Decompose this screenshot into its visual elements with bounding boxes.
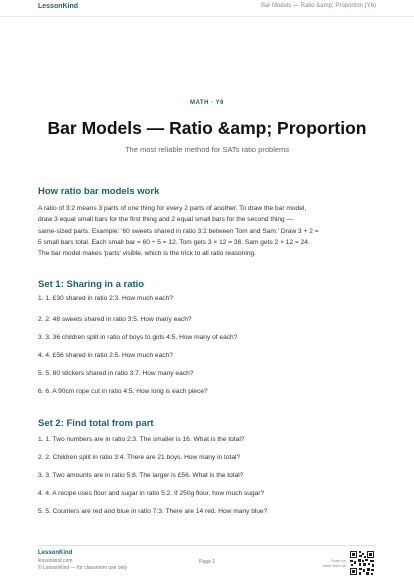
brand-logo-text: LessonKind bbox=[38, 3, 79, 10]
intro-paragraph bbox=[38, 203, 378, 259]
question-item: 2. 2. Children split in ratio 3:4. There are 21 boys. How many in total? bbox=[38, 454, 241, 461]
scan-caption-line: more from us bbox=[322, 563, 346, 568]
intro-line: The bar model makes 'parts' visible, which is the trick to all ratio reasoning. bbox=[38, 250, 257, 258]
question-item: 1. 1. £30 shared in ratio 2:3. How much each? bbox=[38, 295, 173, 302]
question-item: 5. 5. 80 stickers shared in ratio 3:7. How many each? bbox=[38, 370, 194, 377]
question-item: 5. 5. Counters are red and blue in ratio 7:3. There are 14 red. How many blue? bbox=[38, 508, 268, 515]
footer-site-link[interactable]: lessonkind.com bbox=[38, 558, 73, 564]
section-heading-set2: Set 2: Find total from part bbox=[38, 418, 154, 429]
question-item: 3. 3. Two amounts are in ratio 5:8. The larger is £56. What is the total? bbox=[38, 472, 244, 479]
page-title: Bar Models — Ratio &amp; Proportion bbox=[47, 118, 367, 138]
document-header-title: Bar Models — Ratio &amp; Proportion (Y6) bbox=[260, 3, 376, 9]
page-subtitle: The most reliable method for SATs ratio problems bbox=[124, 145, 290, 154]
intro-line: 5 small bars total. Each small bar = 60 ÷ 5 = 12. Tom gets 3 × 12 = 36. Sam gets 2 × 12 = 24. bbox=[38, 238, 310, 246]
intro-line: same-sized parts. Example: '60 sweets shared in ratio 3:2 between Tom and Sam.' Draw 3 + 2 = bbox=[38, 227, 319, 235]
section-heading-set1: Set 1: Sharing in a ratio bbox=[38, 279, 145, 290]
page-number: Page 1 bbox=[199, 559, 215, 565]
intro-line: A ratio of 3:2 means 3 parts of one thing for every 2 parts of another. To draw the bar model, bbox=[38, 205, 307, 212]
scan-caption bbox=[312, 558, 346, 568]
footer-brand: LessonKind bbox=[38, 550, 73, 556]
scan-caption-line: Scan for bbox=[331, 558, 346, 563]
question-item: 3. 3. 36 children split in ratio of boys to girls 4:5. How many of each? bbox=[38, 334, 238, 341]
question-item: 1. 1. Two numbers are in ratio 2:3. The smaller is 16. What is the total? bbox=[38, 436, 245, 443]
question-item: 2. 2. 48 sweets shared in ratio 3:5. How many each? bbox=[38, 316, 192, 323]
question-item: 6. 6. A 90cm rope cut in ratio 4:5. How long is each piece? bbox=[38, 388, 208, 395]
question-item: 4. 4. A recipe uses flour and sugar in ratio 5:2. If 250g flour, how much sugar? bbox=[38, 490, 265, 497]
footer-divider bbox=[38, 545, 376, 546]
qr-code-icon[interactable] bbox=[349, 550, 375, 576]
footer-copyright: © LessonKind — for classroom use only bbox=[38, 565, 128, 571]
intro-line: draw 3 equal small bars for the first thing and 2 equal small bars for the second thing — bbox=[38, 216, 294, 224]
subject-label: MATH · Y6 bbox=[190, 100, 224, 106]
top-bar bbox=[0, 0, 414, 17]
section-heading-intro: How ratio bar models work bbox=[38, 186, 160, 197]
question-item: 4. 4. £56 shared in ratio 2:5. How much each? bbox=[38, 352, 173, 359]
